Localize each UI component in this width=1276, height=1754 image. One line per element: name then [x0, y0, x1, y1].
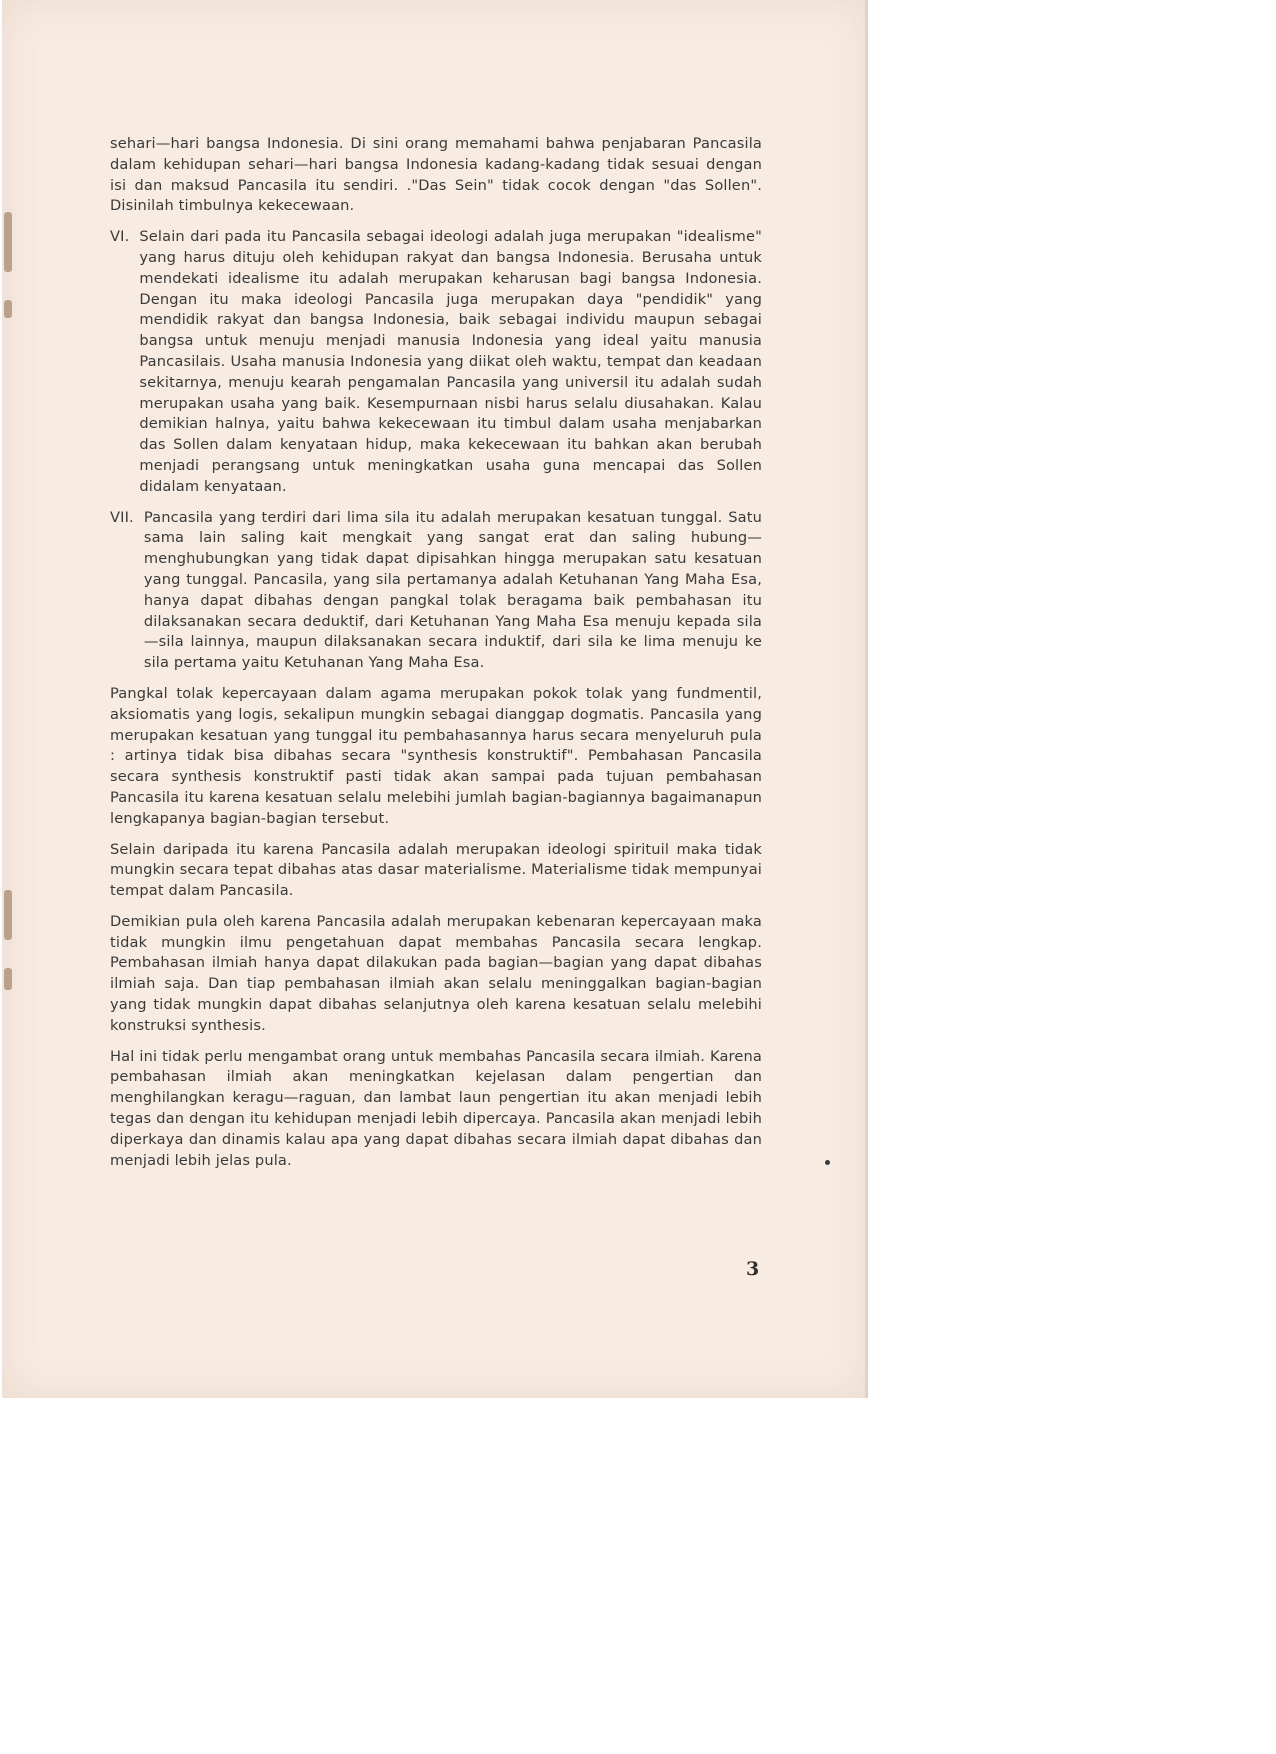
paragraph-text: sehari—hari bangsa Indonesia. Di sini orang memahami bahwa penjabaran Pancasila dalam kehidupan sehari—hari bangsa Indonesia kadang-kadang tidak sesuai dengan isi dan maksud Pancasila itu sendiri. ."Das Sein" tidak cocok dengan "das Sollen". Disinilah timbulnya kekecewaan. — [110, 135, 762, 215]
paragraph-materialisme — [110, 840, 762, 902]
paragraph-text: Hal ini tidak perlu mengambat orang untuk membahas Pancasila secara ilmiah. Karena pembahasan ilmiah akan meningkatkan kejelasan dalam pengertian dan menghilangkan keragu—raguan, dan lambat laun pengertian itu akan menjadi lebih tegas dan dengan itu kehidupan menjadi lebih dipercaya. Pancasila akan menjadi lebih diperkaya dan dinamis kalau apa yang dapat dibahas secara ilmiah dapat dibahas dan menjadi lebih jelas pula. — [110, 1047, 762, 1169]
paragraph-vi — [110, 227, 762, 497]
paragraph-ilmu-pengetahuan — [110, 912, 762, 1037]
paragraph-vii — [110, 508, 762, 674]
body-text — [110, 134, 762, 1181]
binding-stain — [4, 968, 12, 990]
binding-stain — [4, 300, 12, 318]
paragraph-number: VII. — [110, 508, 134, 526]
paragraph-pangkal-tolak — [110, 684, 762, 830]
paragraph-text: Pangkal tolak kepercayaan dalam agama merupakan pokok tolak yang fundmentil, aksiomatis yang logis, sekalipun mungkin sebagai dianggap dogmatis. Pancasila yang merupakan kesatuan yang tunggal itu pembahasannya harus secara menyeluruh pula : artinya tidak bisa dibahas secara "synthesis konstruktif". Pembahasan Pancasila secara synthesis konstruktif pasti tidak akan sampai pada tujuan pembahasan Pancasila itu karena kesatuan selalu melebihi jumlah bagian-bagiannya bagaimanapun lengkapanya bagian-bagian tersebut. — [110, 684, 762, 827]
paragraph-number: VI. — [110, 228, 130, 246]
paragraph-text: Selain dari pada itu Pancasila sebagai ideologi adalah juga merupakan "idealisme" yang harus dituju oleh kehidupan rakyat dan bangsa Indonesia. Berusaha untuk mendekati idealisme itu adalah merupakan keharusan bagi bangsa Indonesia. Dengan itu maka ideologi Pancasila juga merupakan daya "pendidik" yang mendidik rakyat dan bangsa Indonesia, baik sebagai individu maupun sebagai bangsa untuk menuju menjadi manusia Indonesia yang ideal yaitu manusia Pancasilais. Usaha manusia Indonesia yang diikat oleh waktu, tempat dan keadaan sekitarnya, menuju kearah pengamalan Pancasila yang universil itu adalah sudah merupakan usaha yang baik. Kesempurnaan nisbi harus selalu diusahakan. Kalau demikian halnya, yaitu bahwa kekecewaan itu timbul dalam usaha menjabarkan das Sollen dalam kenyataan hidup, maka kekecewaan itu bahkan akan berubah menjadi perangsang untuk meningkatkan usaha guna mencapai das Sollen didalam kenyataan. — [139, 228, 762, 495]
page-number: 3 — [746, 1258, 760, 1280]
binding-stain — [4, 212, 12, 272]
paragraph-intro — [110, 134, 762, 217]
paragraph-text: Pancasila yang terdiri dari lima sila itu adalah merupakan kesatuan tunggal. Satu sama lain saling kait mengkait yang sangat erat dan saling hubung—menghubungkan yang tidak dapat dipisahkan hingga merupakan satu kesatuan yang tunggal. Pancasila, yang sila pertamanya adalah Ketuhanan Yang Maha Esa, hanya dapat dibahas dengan pangkal tolak beragama baik pembahasan itu dilaksanakan secara deduktif, dari Ketuhanan Yang Maha Esa menuju kepada sila—sila lainnya, maupun dilaksanakan secara induktif, dari sila ke lima menuju ke sila pertama yaitu Ketuhanan Yang Maha Esa. — [143, 508, 762, 672]
paragraph-text: Selain daripada itu karena Pancasila adalah merupakan ideologi spirituil maka tidak mungkin secara tepat dibahas atas dasar materialisme. Materialisme tidak mempunyai tempat dalam Pancasila. — [110, 840, 762, 900]
binding-stain — [4, 890, 12, 940]
paragraph-ilmiah — [110, 1047, 762, 1172]
scanned-page — [2, 0, 868, 1398]
paragraph-text: Demikian pula oleh karena Pancasila adalah merupakan kebenaran kepercayaan maka tidak mungkin ilmu pengetahuan dapat membahas Pancasila secara lengkap. Pembahasan ilmiah hanya dapat dilakukan pada bagian—bagian yang dapat dibahas ilmiah saja. Dan tiap pembahasan ilmiah akan selalu meninggalkan bagian-bagian yang tidak mungkin dapat dibahas selanjutnya oleh karena kesatuan selalu melebihi konstruksi synthesis. — [110, 912, 762, 1034]
ink-speck — [825, 1160, 830, 1165]
